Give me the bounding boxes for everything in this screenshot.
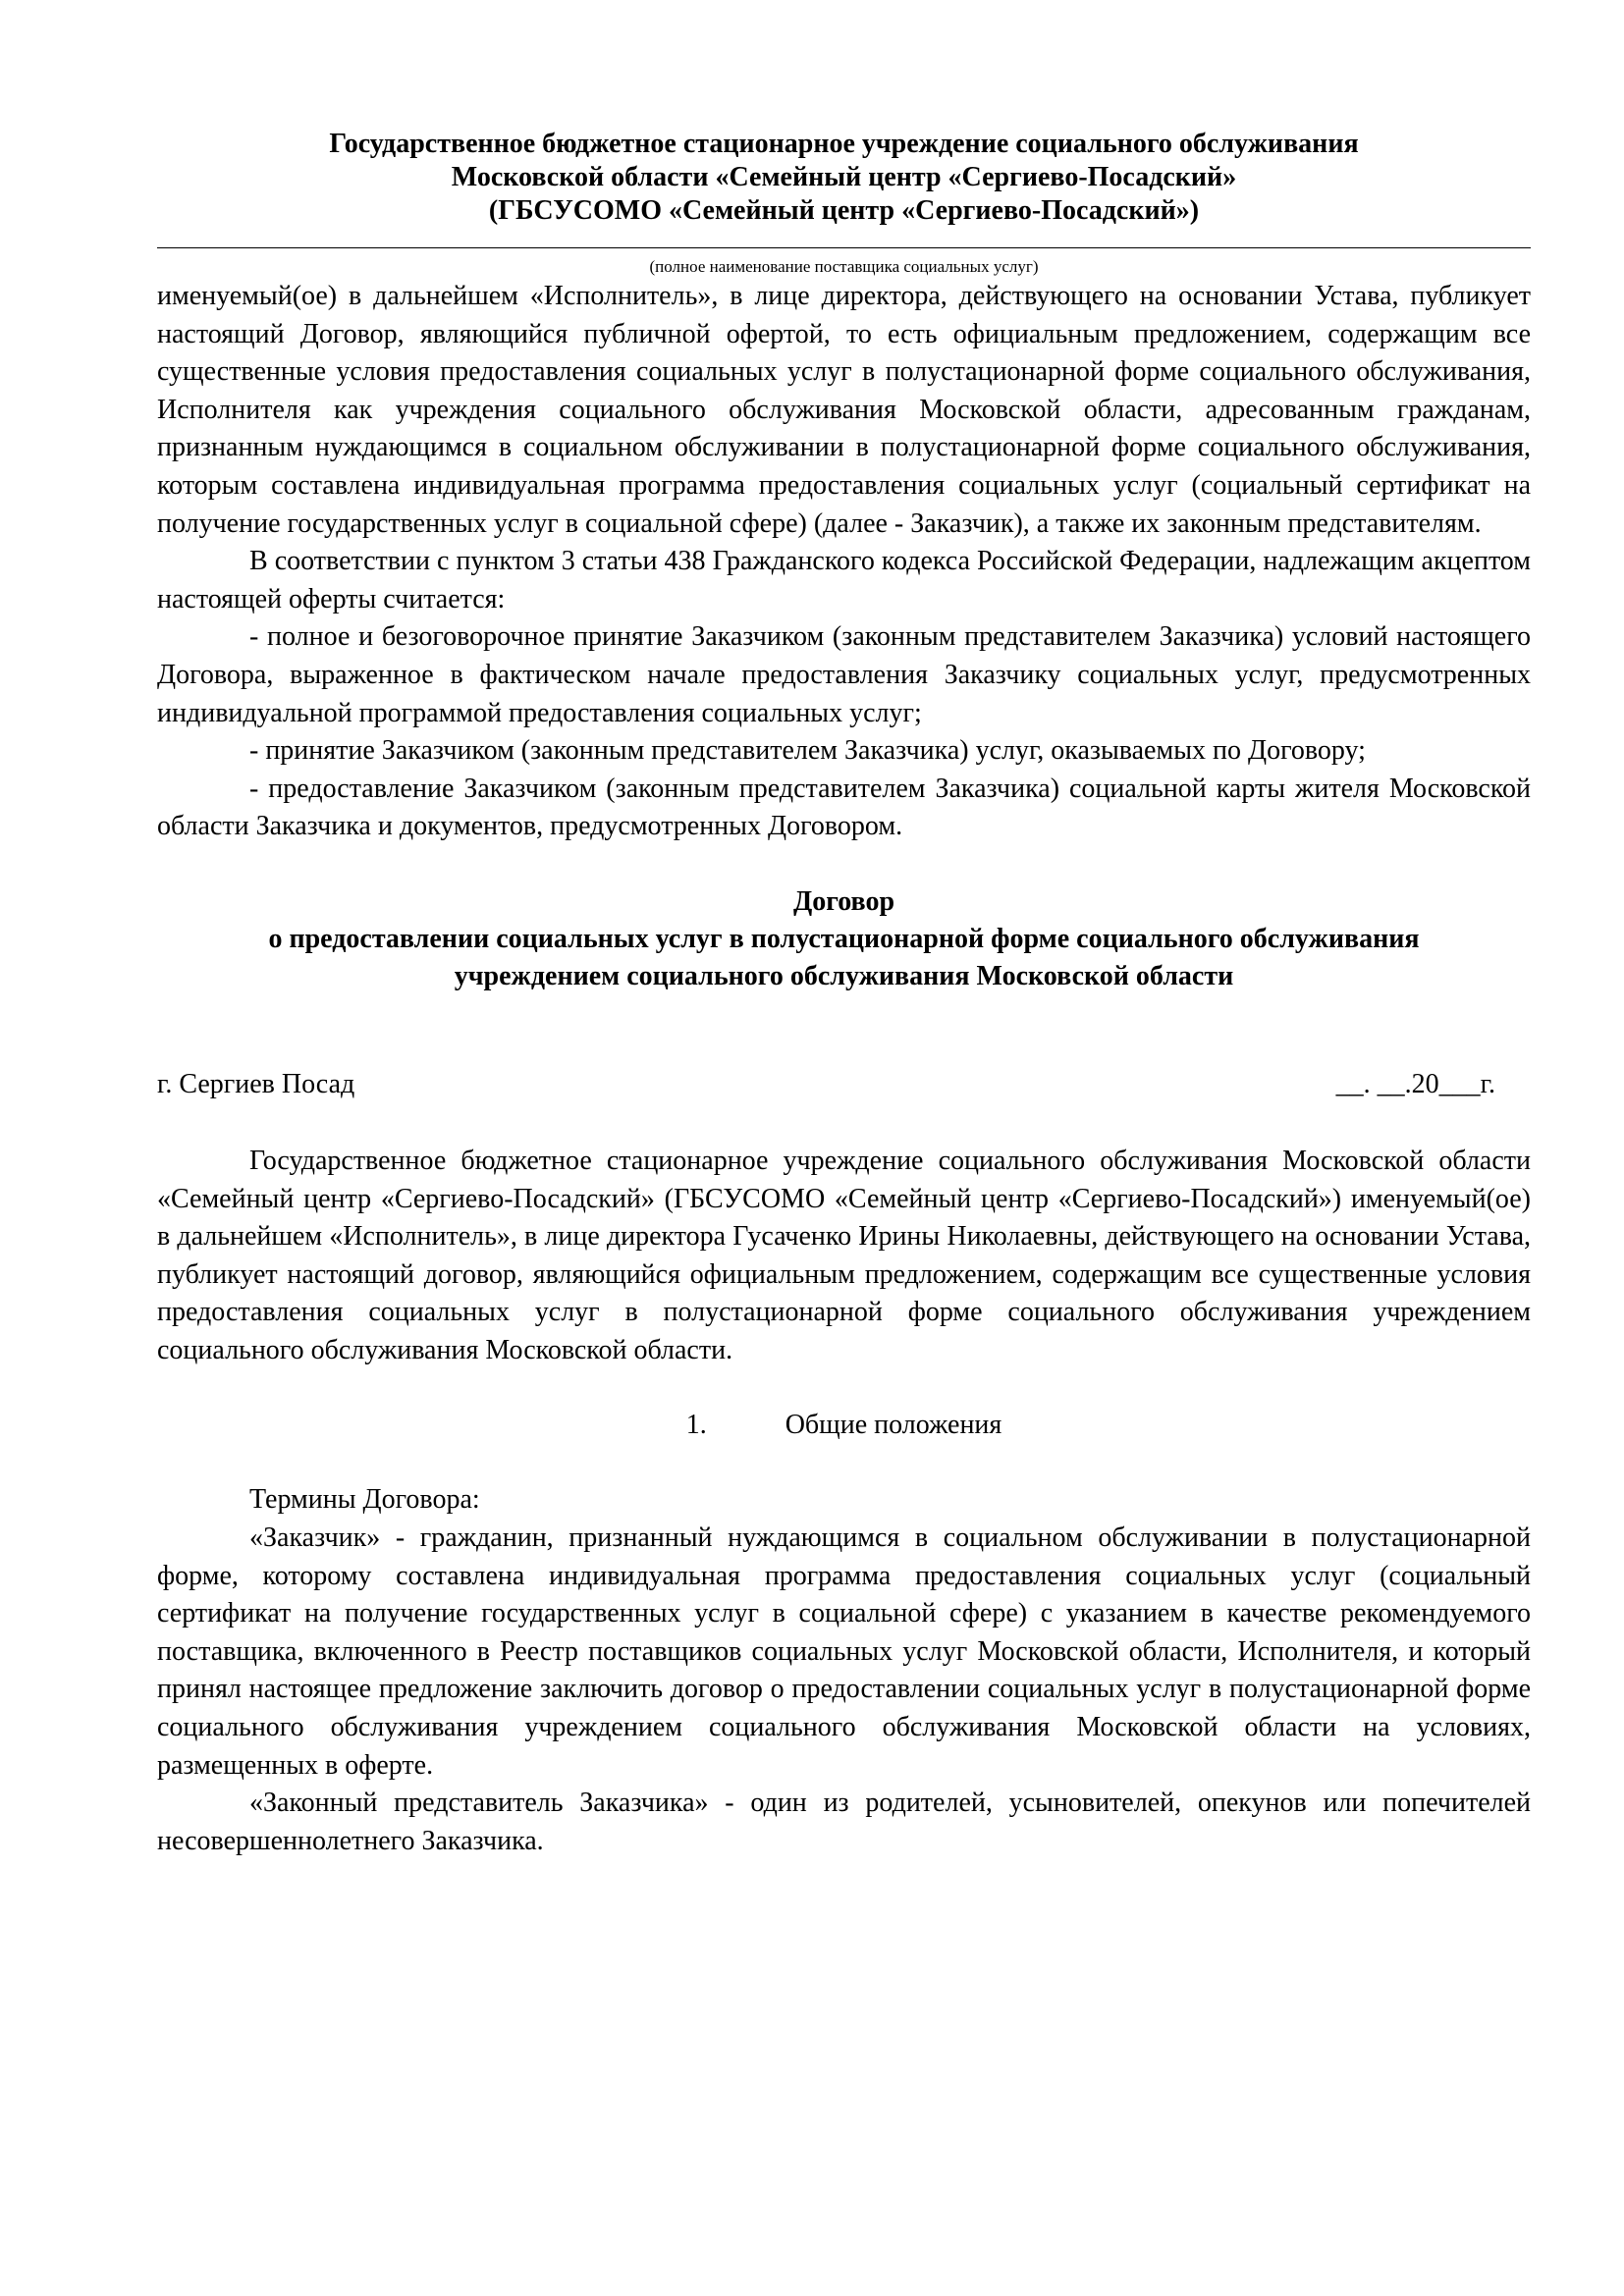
offer-paragraph-3: - полное и безоговорочное принятие Заказчиком (законным представителем Заказчика) условий настоящего Договора, выраженное в фактическом начале предоставления Заказчику социальных услуг, предусмотренных индивидуальной программой предоставления социальных услуг; bbox=[157, 621, 1531, 728]
provider-header bbox=[157, 128, 1531, 228]
contract-title-line-2: о предоставлении социальных услуг в полустационарной форме социального обслуживания bbox=[268, 923, 1420, 954]
place-date-row bbox=[157, 1066, 1495, 1103]
provider-caption: (полное наименование поставщика социальных услуг) bbox=[649, 257, 1039, 276]
term-customer: «Заказчик» - гражданин, признанный нуждающимся в социальном обслуживании в полустационарной форме, которому составлена индивидуальная программа предоставления социальных услуг (социальный сертификат на получение государственных услуг в социальной сфере) с указанием в качестве рекомендуемого поставщика, включенного в Реестр поставщиков социальных услуг Московской области, Исполнителя, и который принял настоящее предложение заключить договор о предоставлении социальных услуг в полустационарной форме социального обслуживания учреждением социального обслуживания Московской области на условиях, размещенных в оферте. bbox=[157, 1522, 1531, 1781]
provider-name-rule bbox=[157, 247, 1531, 248]
section-1-number: 1. bbox=[685, 1410, 707, 1441]
preamble-paragraph: Государственное бюджетное стационарное учреждение социального обслуживания Московской области «Семейный центр «Сергиево-Посадский» (ГБСУСОМО «Семейный центр «Сергиево-Посадский») именуемый(ое) в дальнейшем «Исполнитель», в лице директора Гусаченко Ирины Николаевны, действующего на основании Устава, публикует настоящий договор, являющийся официальным предложением, содержащим все существенные условия предоставления социальных услуг в полустационарной форме социального обслуживания учреждением социального обслуживания Московской области. bbox=[157, 1145, 1531, 1365]
terms-heading: Термины Договора: bbox=[249, 1484, 480, 1516]
spacer bbox=[157, 1103, 1531, 1143]
section-1-title: Общие положения bbox=[785, 1410, 1002, 1441]
contract-title-line-3: учреждением социального обслуживания Московской области bbox=[454, 960, 1234, 991]
offer-paragraph-5: - предоставление Заказчиком (законным представителем Заказчика) социальной карты жителя Московской области Заказчика и документов, предусмотренных Договором. bbox=[157, 773, 1531, 842]
term-legal-representative: «Законный представитель Заказчика» - один из родителей, усыновителей, опекунов или попечителей несовершеннолетнего Заказчика. bbox=[157, 1788, 1531, 1856]
offer-paragraph-4: - принятие Заказчиком (законным представителем Заказчика) услуг, оказываемых по Договору; bbox=[249, 735, 1366, 767]
offer-paragraph-1: именуемый(ое) в дальнейшем «Исполнитель», в лице директора, действующего на основании Устава, публикует настоящий Договор, являющийся публичной офертой, то есть официальным предложением, содержащим все существенные условия предоставления социальных услуг в полустационарной форме социального обслуживания, Исполнителя как учреждения социального обслуживания Московской области, адресованным гражданам, признанным нуждающимся в социальном обслуживании в полустационарной форме социального обслуживания, которым составлена индивидуальная программа предоставления социальных услуг (социальный сертификат на получение государственных услуг в социальной сфере) (далее - Заказчик), а также их законным представителям. bbox=[157, 281, 1531, 539]
header-line-2: Московской области «Семейный центр «Сергиево-Посадский» bbox=[451, 162, 1237, 192]
section-1-heading bbox=[157, 1407, 1531, 1444]
spacer bbox=[157, 1444, 1531, 1481]
contract-date: __. __.20___г. bbox=[1335, 1068, 1495, 1099]
offer-paragraph-2: В соответствии с пунктом 3 статьи 438 Гражданского кодекса Российской Федерации, надлежащим акцептом настоящей оферты считается: bbox=[157, 546, 1531, 614]
header-line-3: (ГБСУСОМО «Семейный центр «Сергиево-Посадский») bbox=[488, 195, 1200, 226]
contract-title bbox=[157, 883, 1531, 995]
contract-title-line-1: Договор bbox=[792, 885, 895, 917]
header-line-1: Государственное бюджетное стационарное учреждение социального обслуживания bbox=[329, 129, 1359, 159]
contract-place: г. Сергиев Посад bbox=[157, 1068, 355, 1099]
